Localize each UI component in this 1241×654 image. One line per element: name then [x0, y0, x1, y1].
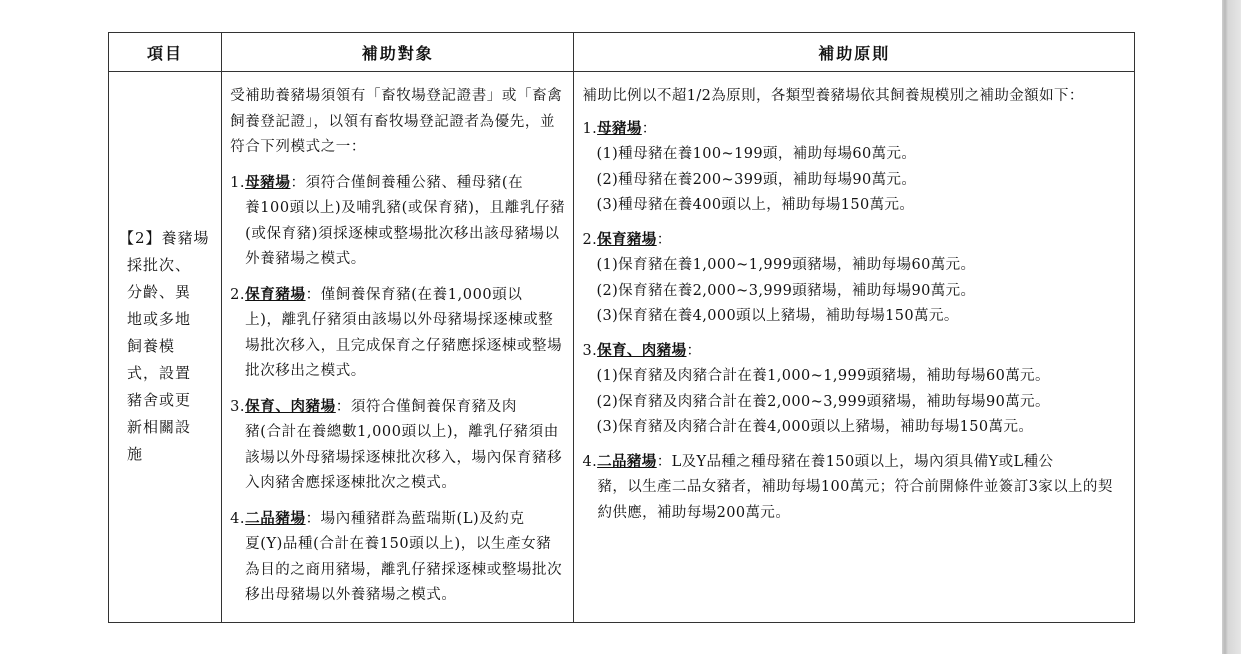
item-line: 施: [127, 445, 144, 464]
target-intro: 受補助養豬場須領有「畜牧場登記證書」或「畜禽飼養登記證」，以領有畜牧場登記證者為優先，並符合下列模式之一：: [230, 88, 563, 155]
principle-group-3: 3.保育、肉豬場： (1)保育豬及肉豬合計在養1,000~1,999頭豬場，補助每場60萬元。 (2)保育豬及肉豬合計在養2,000~3,999頭豬場，補助每場90萬元。 (3)保育豬及肉豬合計在養4,000頭以上豬場，補助每場150萬元。: [582, 338, 1126, 441]
list-item: (2)保育豬在養2,000~3,999頭豬場，補助每場90萬元。: [596, 282, 976, 299]
target-cell: [222, 72, 574, 623]
list-item: (3)種母豬在養400頭以上，補助每場150萬元。: [596, 197, 915, 213]
item-line: 豬舍或更: [127, 391, 192, 410]
mode-name: 保育豬場: [245, 285, 306, 303]
list-item: (1)保育豬在養1,000~1,999頭豬場，補助每場60萬元。: [596, 257, 976, 273]
target-mode-3: 3.保育、肉豬場：須符合僅飼養保育豬及肉 豬(合計在養總數1,000頭以上)，離乳仔豬須由該場以外母豬場採逐棟批次移入，場內保育豬移入肉豬舍應採逐棟批次之模式。: [230, 397, 563, 491]
item-line: 新相關設: [127, 418, 192, 437]
item-text: [109, 225, 221, 468]
mode-name: 母豬場: [245, 173, 291, 191]
item-line: 式，設置: [127, 364, 192, 383]
principle-group-2: 2.保育豬場： (1)保育豬在養1,000~1,999頭豬場，補助每場60萬元。 (2)保育豬在養2,000~3,999頭豬場，補助每場90萬元。 (3)保育豬在養4,000頭以上豬場，補助每場150萬元。: [582, 227, 1126, 330]
header-target: 補助對象: [222, 33, 574, 72]
list-item: (2)保育豬及肉豬合計在養2,000~3,999頭豬場，補助每場90萬元。: [596, 393, 1050, 410]
principle-group-1: 1.母豬場： (1)種母豬在養100~199頭，補助每場60萬元。 (2)種母豬在養200~399頭，補助每場90萬元。 (3)種母豬在養400頭以上，補助每場150萬元。: [582, 116, 1126, 219]
header-principle: 補助原則: [574, 33, 1135, 72]
mode-name: 保育、肉豬場: [245, 397, 336, 415]
item-cell: [109, 72, 222, 623]
list-item: (2)種母豬在養200~399頭，補助每場90萬元。: [596, 171, 917, 188]
item-line: 分齡、異: [127, 283, 192, 302]
subsidy-table: [108, 32, 1135, 623]
list-item: (3)保育豬在養4,000頭以上豬場，補助每場150萬元。: [596, 308, 959, 324]
principle-cell: [574, 72, 1135, 623]
principle-intro: 補助比例以不超1/2為原則，各類型養豬場依其飼養規模別之補助金額如下：: [582, 88, 1084, 104]
group-name: 二品豬場: [597, 452, 657, 470]
item-line: 飼養模: [127, 337, 176, 356]
header-item: 項目: [109, 33, 222, 72]
item-line: 採批次、: [127, 256, 192, 275]
group-name: 母豬場: [597, 119, 642, 137]
mode-name: 二品豬場: [245, 509, 306, 527]
target-mode-1: 1.母豬場：須符合僅飼養種公豬、種母豬(在 養100頭以上)及哺乳豬(或保育豬)，且離乳仔豬(或保育豬)須採逐棟或整場批次移出該母豬場以外養豬場之模式。: [230, 173, 566, 267]
list-item: (3)保育豬及肉豬合計在養4,000頭以上豬場，補助每場150萬元。: [596, 419, 1034, 435]
window-edge-bar: [1222, 0, 1241, 654]
header-row: [109, 33, 1135, 72]
principle-group-4: 4.二品豬場：L及Y品種之種母豬在養150頭以上，場內須具備Y或L種公 豬，以生產二品女豬者，補助每場100萬元；符合前開條件並簽訂3家以上的契約供應，補助每場200萬元。: [582, 452, 1113, 521]
group-name: 保育、肉豬場: [597, 341, 687, 359]
list-item: (1)保育豬及肉豬合計在養1,000~1,999頭豬場，補助每場60萬元。: [596, 368, 1050, 384]
item-line: 【2】養豬場: [119, 229, 210, 248]
target-mode-2: 2.保育豬場：僅飼養保育豬(在養1,000頭以 上)，離乳仔豬須由該場以外母豬場採逐棟或整場批次移入，且完成保育之仔豬應採逐棟或整場批次移出之模式。: [230, 285, 563, 379]
target-mode-4: 4.二品豬場：場內種豬群為藍瑞斯(L)及約克 夏(Y)品種(合計在養150頭以上)，以生產女豬為目的之商用豬場，離乳仔豬採逐棟或整場批次移出母豬場以外養豬場之模式。: [230, 509, 563, 603]
group-name: 保育豬場: [597, 230, 657, 248]
item-line: 地或多地: [127, 310, 192, 329]
table-row: [109, 72, 1135, 623]
list-item: (1)種母豬在養100~199頭，補助每場60萬元。: [596, 146, 917, 162]
